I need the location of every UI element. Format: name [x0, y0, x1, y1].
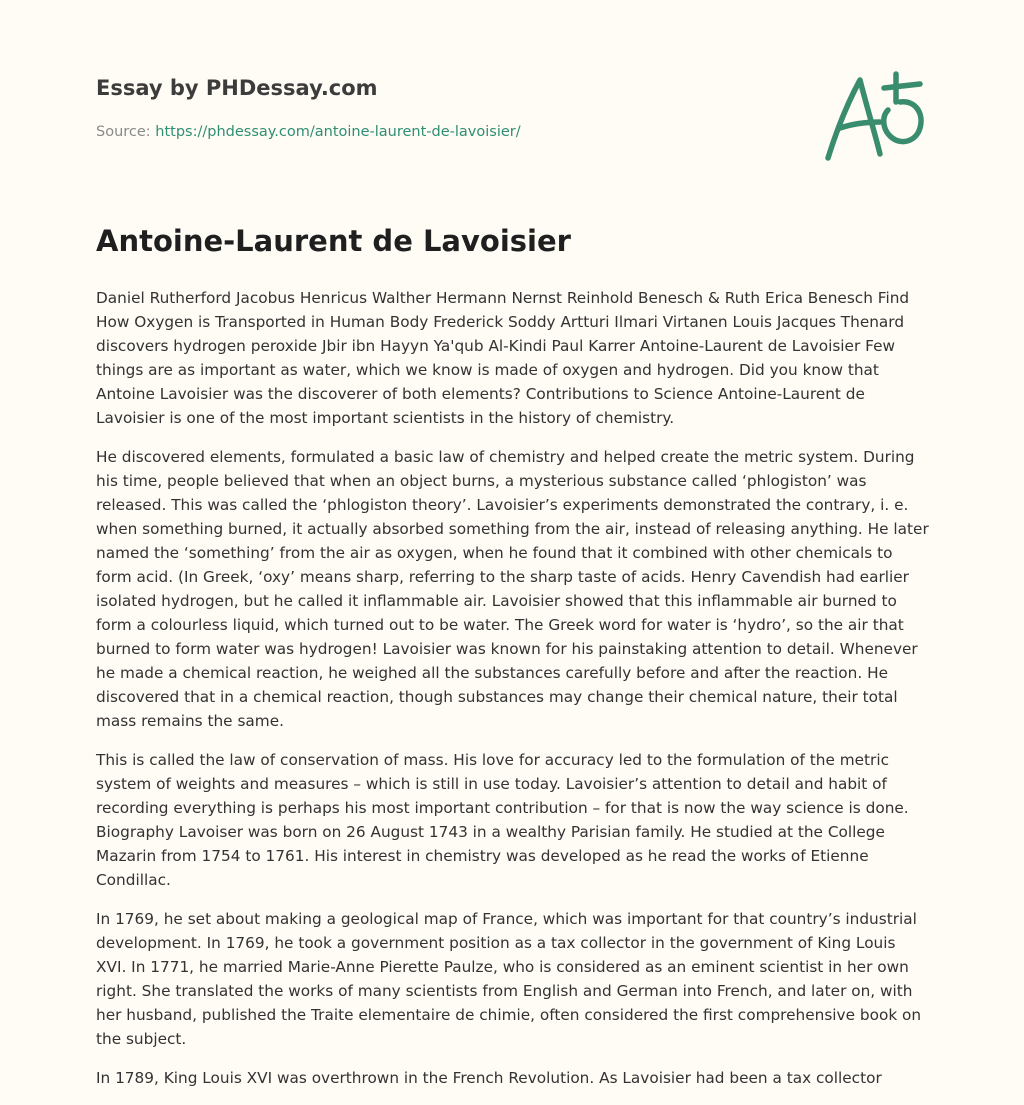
source-line	[96, 124, 521, 140]
article-title: Antoine-Laurent de Lavoisier	[96, 224, 571, 258]
article-paragraph: Daniel Rutherford Jacobus Henricus Walther Hermann Nernst Reinhold Benesch & Ruth Erica Benesch Find How Oxygen is Transported in Human Body Frederick Soddy Artturi Ilmari Virtanen Louis Jacques Thenard discovers hydrogen peroxide Jbir ibn Hayyn Ya'qub Al-Kindi Paul Karrer Antoine-Laurent de Lavoisier Few things are as important as water, which we know is made of oxygen and hydrogen. Did you know that Antoine Lavoisier was the discoverer of both elements? Contributions to Science Antoine-Laurent de Lavoisier is one of the most important scientists in the history of chemistry.	[96, 289, 910, 427]
source-label: Source:	[96, 124, 156, 140]
article-body	[96, 286, 930, 1105]
article-paragraph: In 1769, he set about making a geological map of France, which was important for that country’s industrial development. In 1769, he took a government position as a tax collector in the government of King Louis XVI. In 1771, he married Marie-Anne Pierette Paulze, who is considered as an eminent scientist in her own right. She translated the works of many scientists from English and German into French, and later on, with her husband, published the Traite elementaire de chimie, often considered the first comprehensive book on the subject.	[96, 910, 922, 1048]
site-title: Essay by PHDessay.com	[96, 76, 378, 100]
article-paragraph: He discovered elements, formulated a basic law of chemistry and helped create the metric system. During his time, people believed that when an object burns, a mysterious substance called ‘phlogiston’ was released. This was called the ‘phlogiston theory’. Lavoisier’s experiments demonstrated the contrary, i. e. when something burned, it actually absorbed something from the air, instead of releasing anything. He later named the ‘something’ from the air as oxygen, when he found that it combined with other chemicals to form acid. (In Greek, ‘oxy’ means sharp, referring to the sharp taste of acids. Henry Cavendish had earlier isolated hydrogen, but he called it inflammable air. Lavoisier showed that this inflammable air burned to form a colourless liquid, which turned out to be water. The Greek word for water is ‘hydro’, so the air that burned to form water was hydrogen! Lavoisier was known for his painstaking attention to detail. Whenever he made a chemical reaction, he weighed all the substances carefully before and after the reaction. He discovered that in a chemical reaction, though substances may change their chemical nature, their total mass remains the same.	[96, 448, 929, 730]
source-link[interactable]: https://phdessay.com/antoine-laurent-de-lavoisier/	[155, 124, 521, 140]
article-paragraph: This is called the law of conservation of mass. His love for accuracy led to the formulation of the metric system of weights and measures – which is still in use today. Lavoisier’s attention to detail and habit of recording everything is perhaps his most important contribution – for that is now the way science is done. Biography Lavoiser was born on 26 August 1743 in a wealthy Parisian family. He studied at the College Mazarin from 1754 to 1761. His interest in chemistry was developed as he read the works of Etienne Condillac.	[96, 751, 909, 889]
article-paragraph: In 1789, King Louis XVI was overthrown in the French Revolution. As Lavoisier had been a tax collector	[96, 1069, 882, 1087]
a-plus-logo-icon	[818, 66, 934, 170]
